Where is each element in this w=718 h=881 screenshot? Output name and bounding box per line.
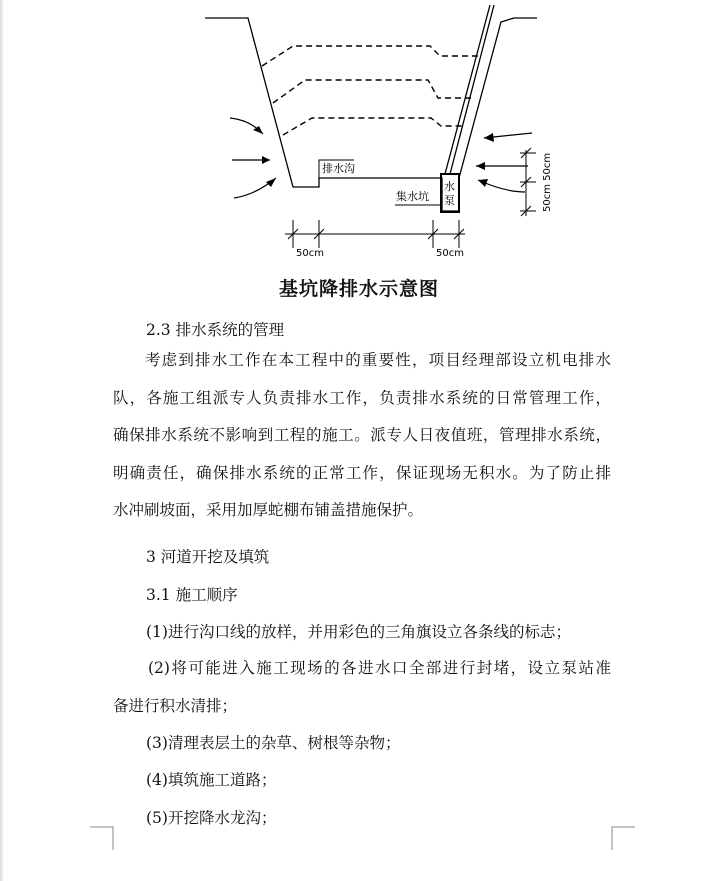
water-table-lines [262, 46, 480, 135]
diagram-caption: 基坑降排水示意图 [278, 278, 439, 300]
dewatering-diagram [0, 0, 718, 300]
paragraph-line: 确保排水系统不影响到工程的施工。派专人日夜值班，管理排水系统， [113, 426, 611, 444]
heading-3: 3 河道开挖及填筑 [146, 548, 270, 566]
pit-outline [205, 18, 537, 211]
body-paragraph [113, 342, 611, 530]
margin-corner-right [610, 826, 640, 851]
heading-2-3: 2.3 排水系统的管理 [146, 321, 285, 339]
paragraph-line: 水冲刷坡面，采用加厚蛇棚布铺盖措施保护。 [113, 501, 424, 519]
paragraph-line: 明确责任，确保排水系统的正常工作，保证现场无积水。为了防止排 [113, 463, 611, 482]
label-pump-2: 泵 [444, 194, 455, 207]
label-sump: 集水坑 [396, 190, 429, 203]
list-item: (5)开挖降水龙沟； [146, 809, 277, 827]
margin-corner-left [90, 826, 120, 851]
paragraph-line: 队，各施工组派专人负责排水工作，负责排水系统的日常管理工作， [113, 388, 611, 407]
heading-3-1: 3.1 施工顺序 [146, 586, 238, 604]
label-drain-ditch: 排水沟 [322, 162, 355, 175]
label-dim-right: 50cm [436, 248, 464, 259]
list-item: (1)进行沟口线的放样，并用彩色的三角旗设立各条线的标志； [146, 623, 571, 641]
label-dim-vertical: 50cm 50cm [542, 152, 553, 212]
label-dim-left: 50cm [296, 248, 324, 259]
paragraph-line: 考虑到排水工作在本工程中的重要性，项目经理部设立机电排水 [145, 351, 611, 369]
list-item: 备进行积水清排； [113, 697, 238, 715]
inflow-arrows [230, 118, 532, 198]
list-item: (4)填筑施工道路； [146, 771, 277, 789]
list-item: (2)将可能进入施工现场的各进水口全部进行封堵，设立泵站准 [148, 659, 611, 677]
list-item: (3)清理表层土的杂草、树根等杂物； [146, 734, 401, 752]
label-pump-1: 水 [444, 180, 455, 193]
